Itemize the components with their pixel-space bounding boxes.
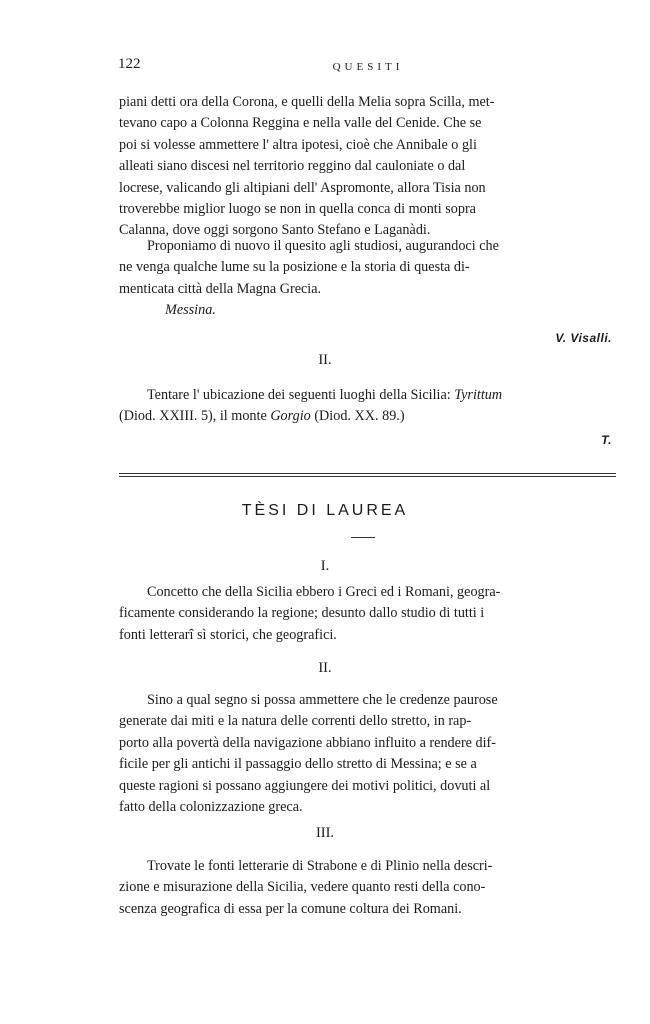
text-line: queste ragioni si possano aggiungere dei motivi politici, dovuti al <box>119 777 491 794</box>
text-line: troverebbe miglior luogo se non in quella conca di monti sopra <box>119 201 476 218</box>
page-header <box>118 56 618 78</box>
text-span: (Diod. XX. 89.) <box>310 408 405 425</box>
text-line: scenza geografica di essa per la comune coltura dei Romani. <box>119 900 462 917</box>
text-line: locrese, valicando gli altipiani dell' Aspromonte, allora Tisia non <box>119 179 486 196</box>
text-line: Proponiamo di nuovo il quesito agli studiosi, augurandoci che <box>147 238 499 254</box>
divider-rule <box>119 473 616 474</box>
author-signature: V. Visalli. <box>555 331 612 345</box>
text-line: fatto della colonizzazione greca. <box>119 799 303 816</box>
title-underline <box>351 537 375 538</box>
text-line: piani detti ora della Corona, e quelli della Melia sopra Scilla, met- <box>119 94 495 110</box>
author-signature-t: T. <box>601 433 612 447</box>
place-name: Messina. <box>165 302 216 318</box>
text-line: Trovate le fonti letterarie di Strabone e di Plinio nella descri- <box>147 858 493 874</box>
tesi-3-numeral: III. <box>315 825 335 841</box>
text-line: menticata città della Magna Grecia. <box>119 280 322 297</box>
text-span: (Diod. XXIII. 5), il monte <box>119 408 271 425</box>
quesito-2-text <box>119 385 617 428</box>
text-line: fonti letterarî sì storici, che geografici. <box>119 626 337 643</box>
tesi-1-numeral: I. <box>320 558 330 574</box>
text-line: zione e misurazione della Sicilia, vedere quanto resti della cono- <box>119 879 486 896</box>
page-number: 122 <box>118 56 141 72</box>
divider-rule <box>119 476 616 477</box>
running-head: QUESITI <box>332 61 404 73</box>
text-line <box>119 406 617 427</box>
place-gorgio: Gorgio <box>270 408 311 425</box>
tesi-1-text <box>119 582 617 646</box>
place-tyrittum: Tyrittum <box>454 387 503 403</box>
text-line: porto alla povertà della navigazione abbiano influito a rendere dif- <box>119 734 496 751</box>
text-line: generate dai miti e la natura delle correnti dello stretto, in rap- <box>119 713 472 730</box>
text-line <box>119 385 617 406</box>
text-line: ficamente considerando la regione; desunto dallo studio di tutti i <box>119 605 485 622</box>
text-line: tevano capo a Colonna Reggina e nella valle del Cenide. Che se <box>119 115 482 132</box>
section-title: TÈSI DI LAUREA <box>241 502 409 519</box>
quesito-1-paragraph-1 <box>119 92 617 242</box>
tesi-2-numeral: II. <box>318 660 332 676</box>
text-line: poi si volesse ammettere l' altra ipotesi, cioè che Annibale o gli <box>119 136 477 153</box>
tesi-2-text <box>119 690 617 818</box>
quesito-1-paragraph-2 <box>119 236 617 300</box>
quesito-2-numeral: II. <box>318 352 332 368</box>
text-line: Calanna, dove oggi sorgono Santo Stefano e Laganàdi. <box>119 222 431 239</box>
text-line: ne venga qualche lume su la posizione e la storia di questa di- <box>119 259 470 276</box>
tesi-3-text <box>119 856 617 920</box>
text-line: Sino a qual segno si possa ammettere che le credenze paurose <box>147 692 498 708</box>
text-line: Concetto che della Sicilia ebbero i Greci ed i Romani, geogra- <box>147 584 501 600</box>
text-span: Tentare l' ubicazione dei seguenti luoghi della Sicilia: <box>147 387 455 403</box>
text-line: ficile per gli antichi il passaggio dello stretto di Messina; e se a <box>119 756 477 773</box>
text-line: alleati siano discesi nel territorio reggino dal cauloniate o dal <box>119 158 466 175</box>
